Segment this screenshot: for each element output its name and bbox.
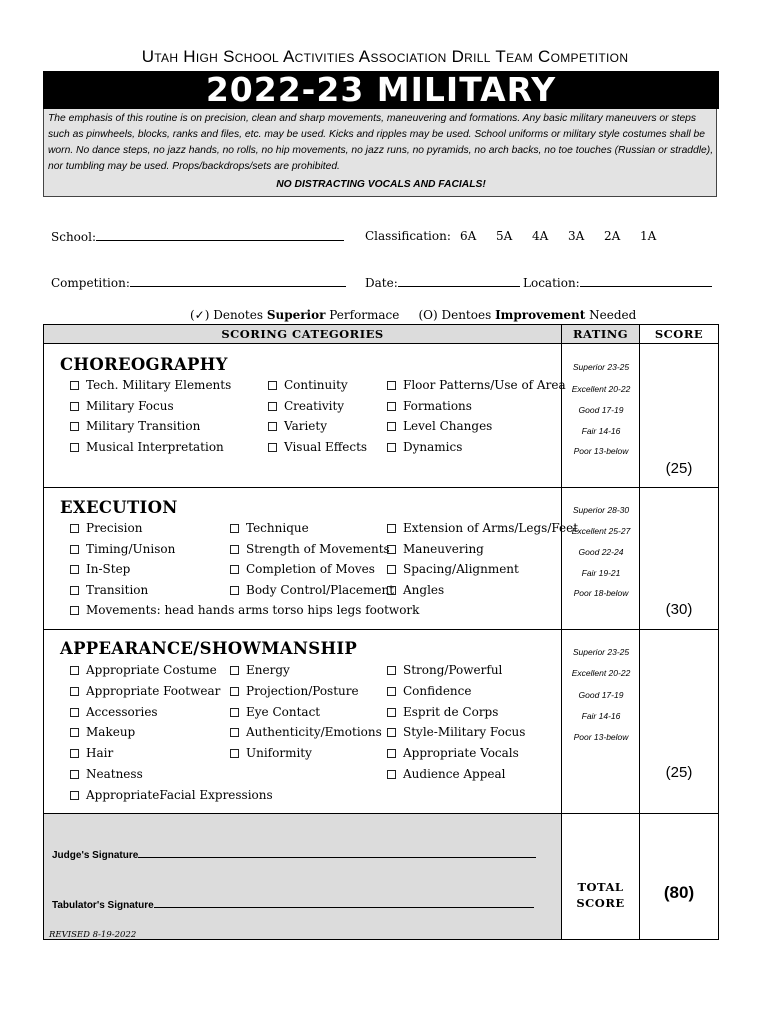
checkbox-item[interactable] (268, 378, 348, 392)
routine-description (43, 109, 717, 197)
checkbox-icon[interactable] (387, 708, 396, 717)
rating-good: Good 22-24 (578, 547, 624, 557)
checkbox-item[interactable] (268, 440, 367, 454)
choreography-score[interactable] (639, 343, 719, 488)
class-5a[interactable]: 5A (496, 229, 513, 243)
routine-banner: 2022-23 MILITARY (43, 71, 719, 109)
execution-score[interactable] (639, 487, 719, 630)
distracting-note: NO DISTRACTING VOCALS AND FACIALS! (276, 179, 486, 190)
checkbox-icon[interactable] (70, 749, 79, 758)
checkbox-icon[interactable] (230, 666, 239, 675)
col-header-categories: SCORING CATEGORIES (43, 324, 562, 344)
choreography-section (43, 343, 566, 488)
item-label: Esprit de Corps (403, 705, 499, 719)
checkbox-icon[interactable] (70, 545, 79, 554)
item-label: Maneuvering (403, 542, 484, 556)
class-6a[interactable]: 6A (460, 229, 477, 243)
choreography-title: CHOREOGRAPHY (60, 355, 228, 374)
rating-poor: Poor 13-below (573, 732, 629, 742)
checkbox-item[interactable] (70, 725, 135, 739)
checkbox-icon[interactable] (387, 749, 396, 758)
checkbox-icon[interactable] (70, 728, 79, 737)
item-label: Formations (403, 399, 472, 413)
item-label: Uniformity (246, 746, 312, 760)
checkbox-icon[interactable] (387, 770, 396, 779)
item-label: Accessories (86, 705, 158, 719)
checkbox-icon[interactable] (387, 666, 396, 675)
checkbox-icon[interactable] (70, 422, 79, 431)
checkbox-icon[interactable] (70, 381, 79, 390)
appearance-score[interactable] (639, 629, 719, 814)
rating-good: Good 17-19 (578, 405, 624, 415)
checkbox-item[interactable] (230, 542, 390, 556)
checkbox-item[interactable] (230, 684, 359, 698)
classification-field (365, 229, 451, 243)
rating-fair: Fair 14-16 (581, 711, 621, 721)
rating-excellent: Excellent 25-27 (571, 526, 631, 536)
checkbox-item[interactable] (70, 399, 174, 413)
class-1a[interactable]: 1A (640, 229, 657, 243)
item-label: Timing/Unison (86, 542, 176, 556)
checkbox-icon[interactable] (70, 666, 79, 675)
checkbox-icon[interactable] (387, 728, 396, 737)
location-label: Location: (523, 276, 580, 290)
legend-superior-word: Superior (266, 308, 326, 322)
checkbox-item[interactable] (70, 705, 158, 719)
checkbox-item[interactable] (387, 419, 492, 433)
checkbox-icon[interactable] (230, 708, 239, 717)
tabulator-signature-label: Tabulator's Signature (52, 900, 154, 911)
checkbox-item[interactable] (70, 440, 224, 454)
checkbox-item[interactable] (387, 562, 519, 576)
revised-date: REVISED 8-19-2022 (49, 930, 137, 940)
checkbox-item[interactable] (70, 663, 217, 677)
item-label: Spacing/Alignment (403, 562, 519, 576)
checkbox-icon[interactable] (70, 606, 79, 615)
item-label: Neatness (86, 767, 143, 781)
checkbox-item[interactable] (230, 583, 394, 597)
checkbox-item[interactable] (70, 767, 143, 781)
item-label: In-Step (86, 562, 131, 576)
item-label: Appropriate Vocals (403, 746, 519, 760)
date-label: Date: (365, 276, 398, 290)
item-label: Completion of Moves (246, 562, 375, 576)
school-label: School: (51, 230, 96, 244)
item-label: Creativity (284, 399, 345, 413)
checkbox-item[interactable] (387, 725, 525, 739)
item-label: Visual Effects (284, 440, 368, 454)
checkbox-item[interactable] (70, 378, 231, 392)
checkbox-item[interactable] (387, 767, 506, 781)
legend-superior-prefix: (✓) Denotes (190, 308, 267, 322)
item-label: Movements: head hands arms torso hips legs footwork (86, 603, 420, 617)
checkbox-icon[interactable] (230, 728, 239, 737)
col-header-score: SCORE (639, 324, 719, 344)
class-3a[interactable]: 3A (568, 229, 585, 243)
scoring-table (43, 324, 719, 940)
item-label: Variety (284, 419, 327, 433)
checkbox-icon[interactable] (268, 422, 277, 431)
item-label: Floor Patterns/Use of Area (403, 378, 566, 392)
rating-superior: Superior 28-30 (572, 505, 630, 515)
checkbox-icon[interactable] (70, 687, 79, 696)
rating-superior: Superior 23-25 (572, 647, 630, 657)
total-score-value: (80) (663, 883, 695, 902)
checkbox-item[interactable] (70, 521, 142, 535)
checkbox-item[interactable] (70, 603, 419, 617)
checkbox-item[interactable] (387, 684, 471, 698)
item-label: Strength of Movements (246, 542, 390, 556)
checkbox-icon[interactable] (70, 565, 79, 574)
appearance-title: APPEARANCE/SHOWMANSHIP (60, 639, 358, 658)
execution-max: (30) (665, 601, 693, 618)
checkbox-item[interactable] (70, 746, 113, 760)
col-header-rating: RATING (561, 324, 640, 344)
class-2a[interactable]: 2A (604, 229, 621, 243)
rating-poor: Poor 18-below (573, 588, 629, 598)
checkbox-item[interactable] (230, 746, 312, 760)
legend-improve-suffix: Needed (585, 308, 637, 322)
execution-section (43, 487, 579, 630)
item-label: AppropriateFacial Expressions (86, 788, 273, 802)
checkbox-item[interactable] (70, 583, 148, 597)
rating-superior: Superior 23-25 (572, 362, 630, 372)
checkbox-item[interactable] (230, 521, 309, 535)
school-line[interactable] (96, 229, 344, 241)
checkbox-item[interactable] (387, 746, 519, 760)
item-label: Strong/Powerful (403, 663, 503, 677)
item-label: Continuity (284, 378, 348, 392)
checkbox-icon[interactable] (230, 687, 239, 696)
item-label: Style-Military Focus (403, 725, 526, 739)
item-label: Audience Appeal (403, 767, 506, 781)
checkbox-icon[interactable] (230, 565, 239, 574)
checkbox-icon[interactable] (387, 443, 396, 452)
checkbox-icon[interactable] (70, 402, 79, 411)
item-label: Appropriate Footwear (86, 684, 221, 698)
checkbox-icon[interactable] (230, 545, 239, 554)
total-label-cell (561, 813, 640, 940)
checkbox-icon[interactable] (387, 545, 396, 554)
checkbox-icon[interactable] (230, 749, 239, 758)
checkbox-item[interactable] (230, 705, 320, 719)
checkbox-icon[interactable] (387, 565, 396, 574)
item-label: Projection/Posture (246, 684, 359, 698)
rating-excellent: Excellent 20-22 (571, 668, 631, 678)
item-label: Appropriate Costume (86, 663, 217, 677)
checkbox-item[interactable] (70, 542, 175, 556)
checkbox-icon[interactable] (387, 687, 396, 696)
checkbox-icon[interactable] (268, 443, 277, 452)
org-title: Utah High School Activities Association Drill Team Competition (141, 47, 629, 66)
item-label: Angles (403, 583, 445, 597)
checkbox-item[interactable] (387, 663, 502, 677)
checkbox-icon[interactable] (70, 524, 79, 533)
checkbox-icon[interactable] (268, 381, 277, 390)
checkbox-item[interactable] (70, 562, 130, 576)
competition-line[interactable] (130, 275, 346, 287)
choreography-max: (25) (665, 460, 693, 477)
choreography-rating (561, 343, 640, 488)
execution-title: EXECUTION (60, 498, 178, 517)
date-line[interactable] (398, 275, 520, 287)
checkbox-icon[interactable] (230, 586, 239, 595)
legend-superior-suffix: Performace (325, 308, 400, 322)
location-line[interactable] (580, 275, 712, 287)
item-label: Technique (246, 521, 309, 535)
item-label: Musical Interpretation (86, 440, 224, 454)
legend-improve-word: Improvement (495, 308, 586, 322)
total-label-line2: SCORE (576, 896, 625, 910)
checkbox-item[interactable] (387, 583, 444, 597)
tabulator-signature[interactable] (52, 898, 534, 911)
date-field[interactable] (365, 275, 520, 290)
checkbox-item[interactable] (230, 663, 290, 677)
item-label: Level Changes (403, 419, 493, 433)
item-label: Military Focus (86, 399, 174, 413)
judge-signature-line[interactable] (138, 848, 536, 858)
checkbox-item[interactable] (70, 684, 220, 698)
item-label: Hair (86, 746, 114, 760)
checkbox-icon[interactable] (387, 586, 396, 595)
checkbox-item[interactable] (387, 440, 462, 454)
checkbox-icon[interactable] (70, 586, 79, 595)
checkbox-item[interactable] (387, 521, 578, 535)
rating-excellent: Excellent 20-22 (571, 384, 631, 394)
checkbox-item[interactable] (230, 562, 375, 576)
checkbox-item[interactable] (387, 705, 498, 719)
checkbox-icon[interactable] (387, 381, 396, 390)
tabulator-signature-line[interactable] (154, 898, 534, 908)
total-label (562, 879, 639, 911)
rating-good: Good 17-19 (578, 690, 624, 700)
checkbox-icon[interactable] (70, 708, 79, 717)
item-label: Body Control/Placement (246, 583, 395, 597)
checkbox-icon[interactable] (70, 791, 79, 800)
item-label: Military Transition (86, 419, 201, 433)
item-label: Confidence (403, 684, 472, 698)
competition-field[interactable] (51, 275, 346, 290)
item-label: Energy (246, 663, 290, 677)
rating-fair: Fair 19-21 (581, 568, 621, 578)
appearance-section (43, 629, 562, 814)
item-label: Authenticity/Emotions (246, 725, 382, 739)
school-field[interactable] (51, 229, 344, 244)
item-label: Transition (86, 583, 149, 597)
checkbox-item[interactable] (268, 419, 327, 433)
legend (190, 308, 636, 322)
location-field[interactable] (523, 275, 712, 290)
item-label: Precision (86, 521, 143, 535)
checkbox-icon[interactable] (70, 443, 79, 452)
total-score-cell[interactable] (639, 813, 719, 940)
checkbox-icon[interactable] (387, 524, 396, 533)
item-label: Tech. Military Elements (86, 378, 232, 392)
checkbox-item[interactable] (387, 542, 484, 556)
judge-signature-label: Judge's Signature (52, 850, 139, 861)
total-label-line1: TOTAL (577, 880, 624, 894)
appearance-rating (561, 629, 640, 814)
item-label: Makeup (86, 725, 136, 739)
competition-label: Competition: (51, 276, 130, 290)
checkbox-item[interactable] (230, 725, 382, 739)
checkbox-icon[interactable] (387, 422, 396, 431)
checkbox-item[interactable] (70, 419, 200, 433)
description-text: The emphasis of this routine is on precision, clean and sharp movements, maneuvering and formations. Any basic military maneuvers or steps such as pinwheels, blocks, ranks and files, etc. may be used. Kicks and ripples may be used. School uniforms or military style costumes shall be worn. No dance steps, no jazz hands, no rolls, no hip movements, no jazz runs, no pyramids, no arch backs, no toe touches (Russian or straddle), nor tumbling may be used. Props/backdrops/sets are prohibited. (48, 113, 714, 172)
classification-label: Classification: (365, 229, 451, 243)
item-label: Dynamics (403, 440, 463, 454)
item-label: Extension of Arms/Legs/Feet (403, 521, 579, 535)
rating-fair: Fair 14-16 (581, 426, 621, 436)
checkbox-icon[interactable] (268, 402, 277, 411)
rating-poor: Poor 13-below (573, 446, 629, 456)
judge-signature[interactable] (52, 848, 536, 861)
appearance-max: (25) (665, 764, 693, 781)
execution-rating (561, 487, 640, 630)
checkbox-icon[interactable] (387, 402, 396, 411)
class-4a[interactable]: 4A (532, 229, 549, 243)
checkbox-item[interactable] (387, 378, 566, 392)
checkbox-item[interactable] (387, 399, 472, 413)
checkbox-icon[interactable] (70, 770, 79, 779)
checkbox-item[interactable] (70, 788, 273, 802)
signature-section (43, 813, 562, 940)
item-label: Eye Contact (246, 705, 321, 719)
checkbox-item[interactable] (268, 399, 344, 413)
legend-improve-prefix: (O) Dentoes (418, 308, 496, 322)
checkbox-icon[interactable] (230, 524, 239, 533)
